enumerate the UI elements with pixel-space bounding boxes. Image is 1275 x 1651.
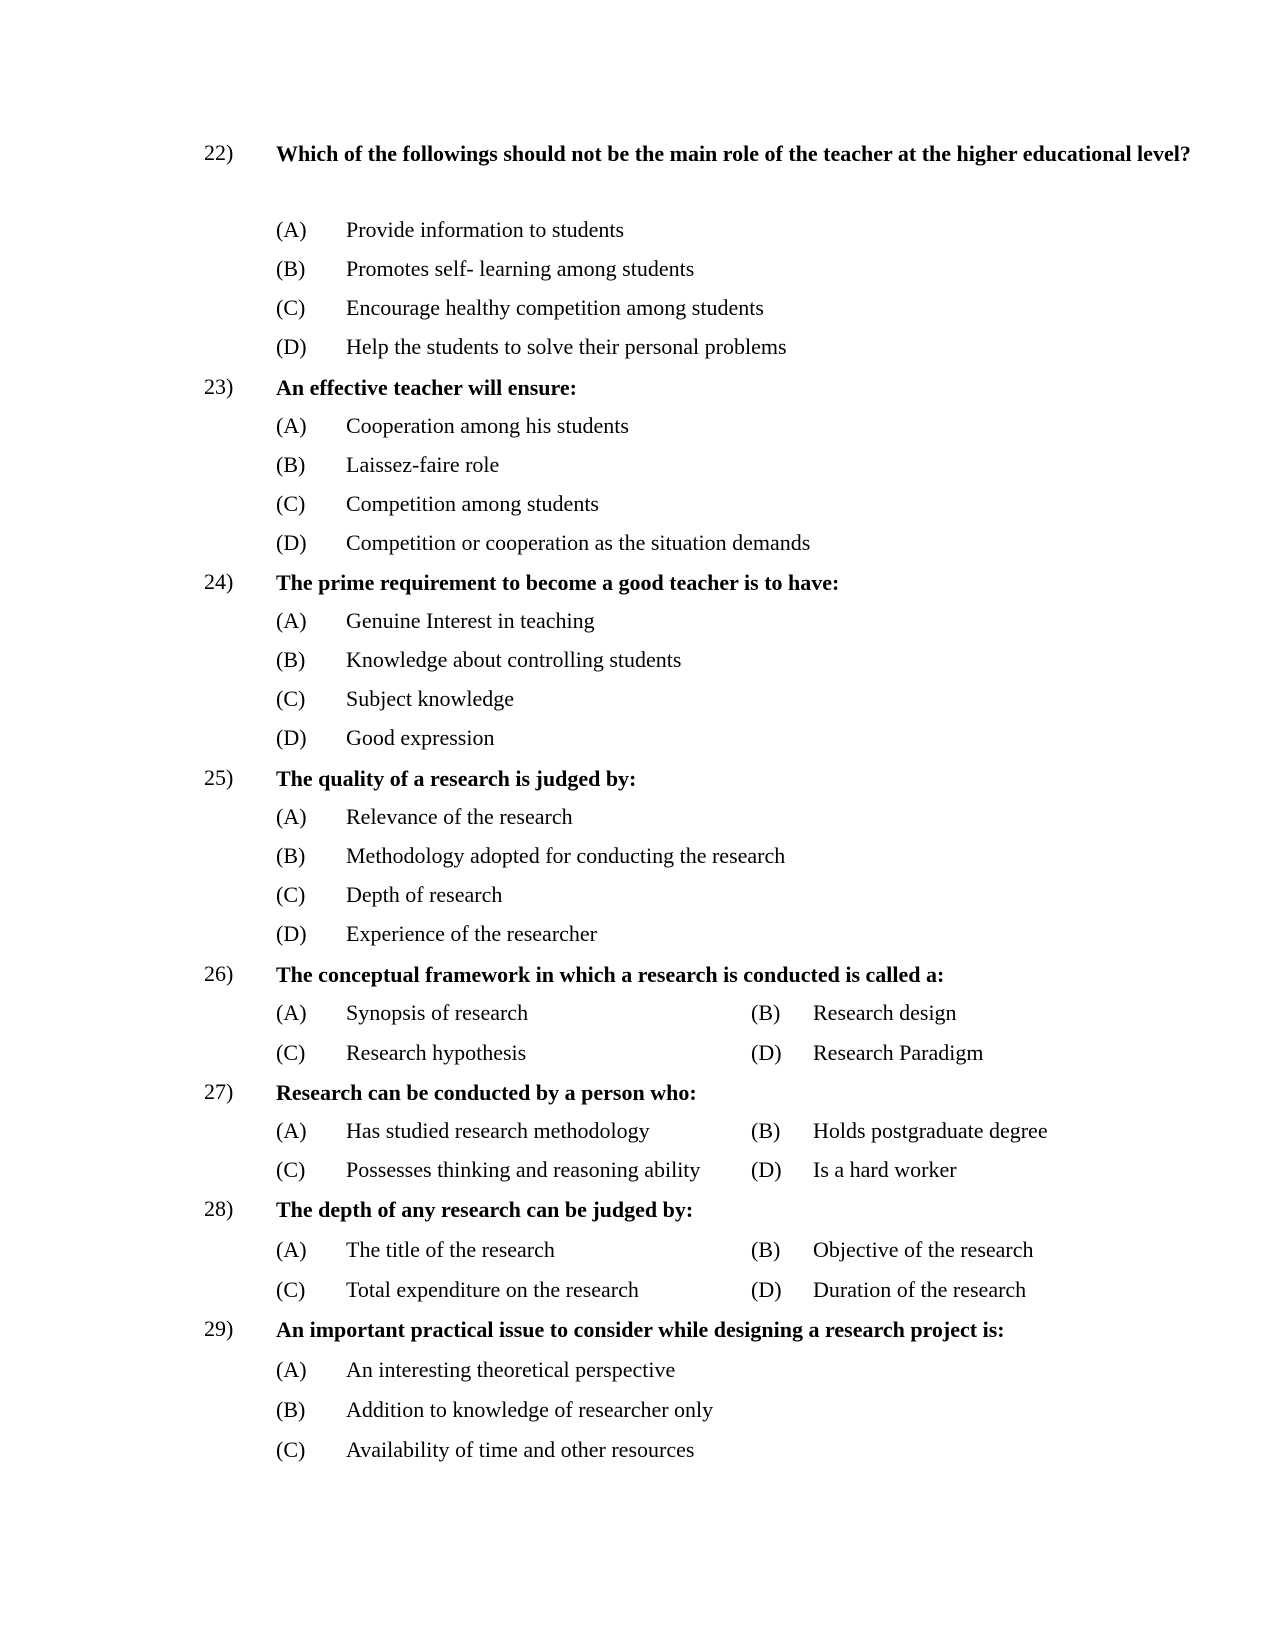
question-number: 26) xyxy=(204,961,234,986)
option-label: (C) xyxy=(276,1040,306,1065)
option-label: (B) xyxy=(276,1397,306,1422)
question-text: The quality of a research is judged by: xyxy=(276,766,637,791)
option-text: An interesting theoretical perspective xyxy=(346,1357,676,1382)
option-label: (C) xyxy=(276,882,306,907)
option-text: Is a hard worker xyxy=(813,1157,957,1182)
option-text: Holds postgraduate degree xyxy=(813,1118,1048,1143)
question-number: 29) xyxy=(204,1316,234,1341)
option-text: Experience of the researcher xyxy=(346,921,598,946)
option-label: (C) xyxy=(276,1277,306,1302)
option-text: Addition to knowledge of researcher only xyxy=(346,1397,714,1422)
option-text: Research hypothesis xyxy=(346,1040,527,1065)
option-label: (B) xyxy=(751,1000,781,1025)
option-text: Good expression xyxy=(346,725,495,750)
option-label: (D) xyxy=(751,1040,782,1065)
option-label: (C) xyxy=(276,686,306,711)
question-text: The conceptual framework in which a research is conducted is called a: xyxy=(276,962,945,987)
option-text: Subject knowledge xyxy=(346,686,515,711)
option-label: (B) xyxy=(751,1237,781,1262)
question-text: Research can be conducted by a person who: xyxy=(276,1080,697,1105)
option-text: Has studied research methodology xyxy=(346,1118,650,1143)
question-number: 23) xyxy=(204,374,234,399)
option-text: Competition among students xyxy=(346,491,599,516)
option-label: (B) xyxy=(276,843,306,868)
option-label: (C) xyxy=(276,491,306,516)
option-text: Availability of time and other resources xyxy=(346,1437,695,1462)
question-text: An effective teacher will ensure: xyxy=(276,375,577,400)
question-text: An important practical issue to consider while designing a research project is: xyxy=(276,1317,1005,1342)
option-label: (C) xyxy=(276,295,306,320)
option-label: (B) xyxy=(276,256,306,281)
option-label: (B) xyxy=(751,1118,781,1143)
option-text: Objective of the research xyxy=(813,1237,1034,1262)
option-label: (C) xyxy=(276,1157,306,1182)
option-label: (B) xyxy=(276,452,306,477)
option-label: (A) xyxy=(276,1000,307,1025)
option-label: (B) xyxy=(276,647,306,672)
option-text: Total expenditure on the research xyxy=(346,1277,639,1302)
option-label: (A) xyxy=(276,804,307,829)
option-text: Methodology adopted for conducting the research xyxy=(346,843,786,868)
option-text: Laissez-faire role xyxy=(346,452,500,477)
option-text: Cooperation among his students xyxy=(346,413,629,438)
option-text: Encourage healthy competition among students xyxy=(346,295,764,320)
option-label: (D) xyxy=(276,921,307,946)
option-text: Research design xyxy=(813,1000,957,1025)
option-label: (C) xyxy=(276,1437,306,1462)
option-label: (D) xyxy=(276,530,307,555)
option-label: (D) xyxy=(751,1157,782,1182)
question-text: Which of the followings should not be the main role of the teacher at the higher educational level? xyxy=(276,141,1191,166)
option-text: Depth of research xyxy=(346,882,503,907)
option-text: The title of the research xyxy=(346,1237,555,1262)
option-text: Genuine Interest in teaching xyxy=(346,608,595,633)
option-text: Possesses thinking and reasoning ability xyxy=(346,1157,701,1182)
option-label: (A) xyxy=(276,217,307,242)
option-label: (D) xyxy=(276,334,307,359)
option-text: Relevance of the research xyxy=(346,804,573,829)
option-label: (D) xyxy=(751,1277,782,1302)
option-label: (A) xyxy=(276,1237,307,1262)
option-label: (A) xyxy=(276,413,307,438)
option-text: Provide information to students xyxy=(346,217,625,242)
option-text: Research Paradigm xyxy=(813,1040,984,1065)
option-label: (D) xyxy=(276,725,307,750)
option-text: Competition or cooperation as the situation demands xyxy=(346,530,811,555)
option-text: Duration of the research xyxy=(813,1277,1027,1302)
option-label: (A) xyxy=(276,1118,307,1143)
option-text: Knowledge about controlling students xyxy=(346,647,682,672)
question-text: The depth of any research can be judged by: xyxy=(276,1197,694,1222)
option-text: Promotes self- learning among students xyxy=(346,256,695,281)
option-text: Synopsis of research xyxy=(346,1000,529,1025)
option-label: (A) xyxy=(276,1357,307,1382)
question-number: 27) xyxy=(204,1079,234,1104)
option-text: Help the students to solve their personal problems xyxy=(346,334,787,359)
question-number: 28) xyxy=(204,1196,234,1221)
question-text: The prime requirement to become a good teacher is to have: xyxy=(276,570,840,595)
question-number: 22) xyxy=(204,140,234,165)
question-number: 24) xyxy=(204,569,234,594)
option-label: (A) xyxy=(276,608,307,633)
question-number: 25) xyxy=(204,765,234,790)
